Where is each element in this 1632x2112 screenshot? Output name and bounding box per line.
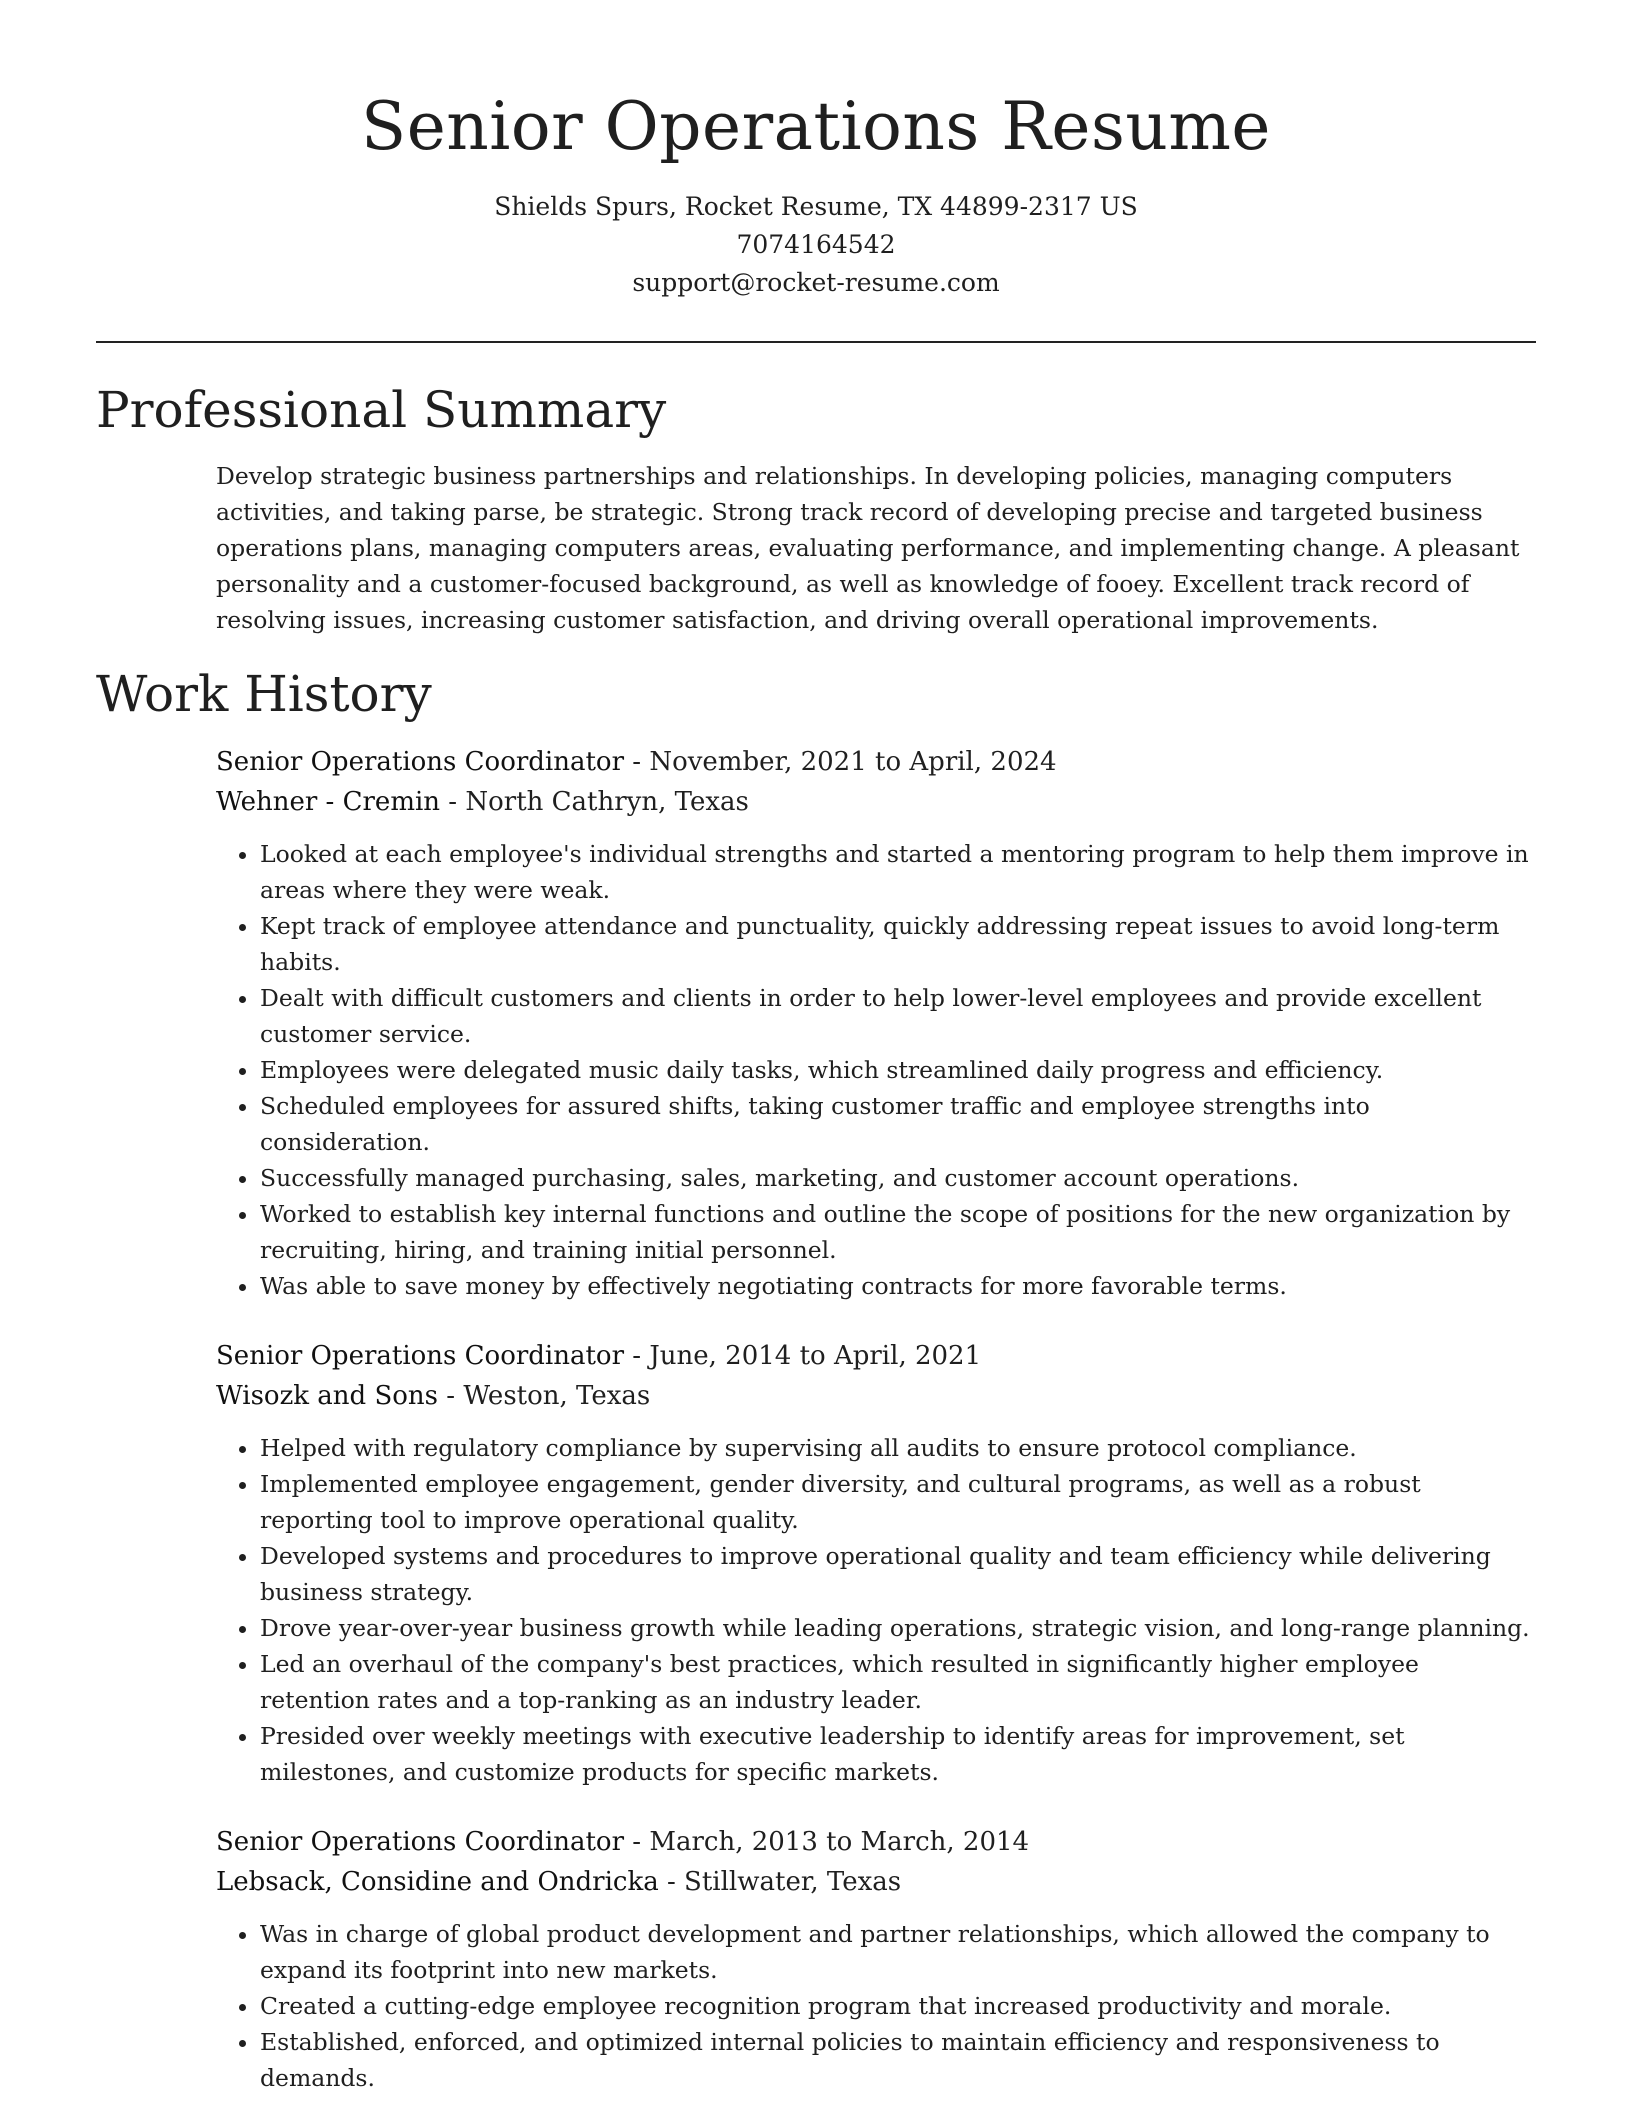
work-history-section (96, 662, 1536, 2096)
job-location: - Stillwater, Texas (658, 1867, 902, 1897)
job-entry (216, 1336, 1536, 1790)
job-bullet: • Presided over weekly meetings with executive leadership to identify areas for improvement, set milestones, and customize products for specific markets. (260, 1718, 1536, 1790)
job-company: Wisozk and Sons (216, 1381, 439, 1411)
job-dates: - March, 2013 to March, 2014 (624, 1827, 1030, 1857)
job-company-line (216, 782, 1536, 822)
job-location: - North Cathryn, Texas (440, 787, 749, 817)
summary-heading: Professional Summary (96, 381, 667, 439)
job-bullet: • Established, enforced, and optimized internal policies to maintain efficiency and responsiveness to demands. (260, 2024, 1536, 2096)
address-text: Shields Spurs, Rocket Resume, TX 44899-2317 US (494, 192, 1138, 221)
job-role: Senior Operations Coordinator (216, 1341, 625, 1371)
phone-text: 7074164542 (736, 230, 896, 259)
job-bullet: • Worked to establish key internal functions and outline the scope of positions for the new organization by recruiting, hiring, and training initial personnel. (260, 1196, 1536, 1268)
job-title-line (216, 742, 1536, 782)
summary-paragraph: Develop strategic business partnerships and relationships. In developing policies, managing computers activities, and taking parse, be strategic. Strong track record of developing precise and targeted business operations plans, managing computers areas, evaluating performance, and implementing change. A pleasant personality and a customer-focused background, as well as knowledge of fooey. Excellent track record of resolving issues, increasing customer satisfaction, and driving overall operational improvements. (216, 462, 1520, 634)
job-bullet: • Employees were delegated music daily tasks, which streamlined daily progress and efficiency. (260, 1052, 1536, 1088)
summary-section (96, 378, 1536, 638)
job-company: Lebsack, Considine and Ondricka (216, 1867, 659, 1897)
job-entry (216, 742, 1536, 1304)
job-bullet: • Created a cutting-edge employee recognition program that increased productivity and morale. (260, 1988, 1536, 2024)
job-bullet: • Led an overhaul of the company's best practices, which resulted in significantly higher employee retention rates and a top-ranking as an industry leader. (260, 1646, 1536, 1718)
job-entry (216, 1822, 1536, 2096)
job-bullet: • Looked at each employee's individual strengths and started a mentoring program to help them improve in areas where they were weak. (260, 836, 1536, 908)
job-role: Senior Operations Coordinator (216, 747, 625, 777)
job-bullets (216, 1916, 1536, 2096)
job-bullet: • Drove year-over-year business growth while leading operations, strategic vision, and long-range planning. (260, 1610, 1536, 1646)
resume-header (0, 82, 1632, 302)
job-bullet: • Developed systems and procedures to improve operational quality and team efficiency while delivering business strategy. (260, 1538, 1536, 1610)
job-company: Wehner - Cremin (216, 787, 441, 817)
job-bullet: • Kept track of employee attendance and punctuality, quickly addressing repeat issues to avoid long-term habits. (260, 908, 1536, 980)
job-bullet: • Was able to save money by effectively negotiating contracts for more favorable terms. (260, 1268, 1536, 1304)
job-bullet: • Dealt with difficult customers and clients in order to help lower-level employees and provide excellent customer service. (260, 980, 1536, 1052)
contact-info (0, 188, 1632, 302)
job-company-line (216, 1862, 1536, 1902)
header-divider (96, 341, 1536, 343)
job-title-line (216, 1822, 1536, 1862)
job-bullets (216, 1430, 1536, 1790)
job-title-line (216, 1336, 1536, 1376)
job-role: Senior Operations Coordinator (216, 1827, 625, 1857)
job-bullet: • Was in charge of global product development and partner relationships, which allowed the company to expand its footprint into new markets. (260, 1916, 1536, 1988)
email-text: support@rocket-resume.com (632, 268, 1000, 297)
job-bullets (216, 836, 1536, 1304)
resume-title: Senior Operations Resume (361, 88, 1271, 165)
job-bullet: • Implemented employee engagement, gender diversity, and cultural programs, as well as a robust reporting tool to improve operational quality. (260, 1466, 1536, 1538)
job-bullet: • Helped with regulatory compliance by supervising all audits to ensure protocol compliance. (260, 1430, 1536, 1466)
job-list (96, 742, 1536, 2096)
job-dates: - June, 2014 to April, 2021 (624, 1341, 982, 1371)
job-bullet: • Successfully managed purchasing, sales, marketing, and customer account operations. (260, 1160, 1536, 1196)
job-location: - Weston, Texas (438, 1381, 651, 1411)
job-bullet: • Scheduled employees for assured shifts, taking customer traffic and employee strengths into consideration. (260, 1088, 1536, 1160)
job-company-line (216, 1376, 1536, 1416)
job-dates: - November, 2021 to April, 2024 (624, 747, 1057, 777)
work-history-heading: Work History (96, 665, 432, 723)
